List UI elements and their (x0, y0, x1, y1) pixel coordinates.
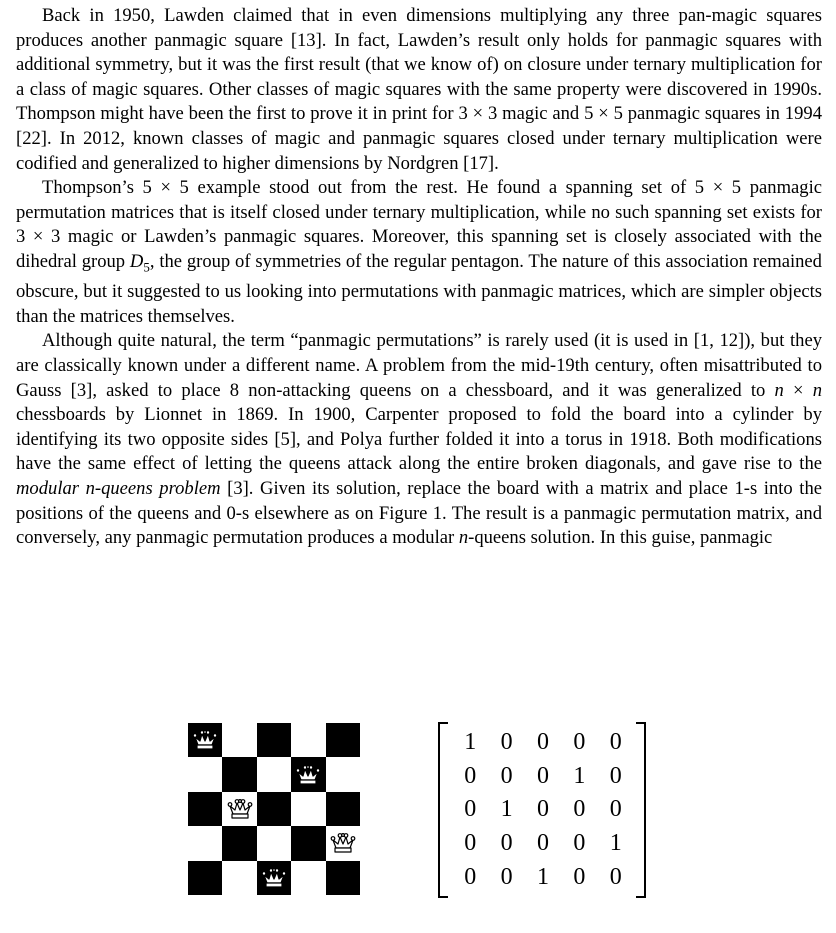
matrix-entry: 0 (573, 863, 586, 890)
board-square (222, 861, 256, 895)
matrix-entry: 1 (536, 863, 549, 890)
matrix-entry: 1 (573, 762, 586, 789)
chess-queen-icon (295, 764, 321, 786)
paragraph (16, 329, 822, 550)
matrix-entry: 0 (609, 729, 622, 756)
math-run: n (458, 527, 469, 549)
board-square (188, 826, 222, 860)
board-square (222, 792, 256, 826)
matrix-entry: 0 (573, 729, 586, 756)
chess-queen-icon (330, 832, 356, 854)
text-run: [3]. Given its solution, replace the board with a matrix and place 1-s into the positions of the queens and 0-s elsewhere as on Figure 1. The result is a panmagic permutation matrix, and conversely, any panmagic permutation produces a modular (16, 478, 822, 549)
board-square (188, 792, 222, 826)
matrix-entry: 0 (536, 830, 549, 857)
board-square (291, 792, 325, 826)
board-square (188, 723, 222, 757)
matrix-entry: 0 (500, 762, 513, 789)
board-square (291, 723, 325, 757)
board-square (222, 723, 256, 757)
matrix-entry: 0 (573, 796, 586, 823)
matrix-entry: 0 (536, 762, 549, 789)
board-square (291, 757, 325, 791)
math-run: n (774, 379, 784, 401)
math-run: modular n-queens problem (16, 478, 221, 499)
board-square (291, 861, 325, 895)
matrix-entry: 0 (609, 762, 622, 789)
board-square (257, 757, 291, 791)
board-square (326, 792, 360, 826)
math-run: n (812, 379, 822, 401)
matrix-entry: 0 (609, 863, 622, 890)
chess-queen-icon (227, 798, 253, 820)
paragraph (16, 4, 822, 176)
matrix-entry: 0 (609, 796, 622, 823)
text-run: , the group of symmetries of the regular pentagon. The nature of this association remained obscure, but it suggested to us looking into permutations with panmagic matrices, which are simpler objects than the matrices themselves. (16, 250, 822, 327)
board-square (326, 861, 360, 895)
matrix-entry: 0 (536, 729, 549, 756)
matrix-entry: 0 (464, 762, 477, 789)
board-square (326, 723, 360, 757)
paragraph (16, 176, 822, 329)
matrix-entry: 1 (609, 830, 622, 857)
left-bracket (438, 722, 448, 898)
board-square (291, 826, 325, 860)
board-square (188, 861, 222, 895)
text-run: Thompson’s 5 × 5 example stood out from the rest. He found a spanning set of 5 × 5 panmagic permutation matrices that is itself closed under ternary multiplication, while no such spanning set exists for 3 × 3 magic or Lawden’s panmagic squares. Moreover, this spanning set is closely associated with the dihedral group (16, 177, 822, 272)
board-square (257, 826, 291, 860)
board-square (257, 861, 291, 895)
chess-queen-icon (192, 729, 218, 751)
matrix-entries (452, 726, 634, 896)
chess-queen-icon (261, 867, 287, 889)
matrix-entry: 0 (536, 796, 549, 823)
matrix-entry: 0 (464, 796, 477, 823)
permutation-matrix (438, 722, 646, 898)
matrix-entry: 0 (464, 863, 477, 890)
math-run: 5 (143, 259, 150, 275)
right-bracket (636, 722, 646, 898)
math-run: D (129, 250, 144, 272)
text-run: -queens solution. In this guise, panmagic (468, 527, 773, 549)
text-run: Although quite natural, the term “panmagic permutations” is rarely used (it is used in [1, 12]), but they are classically known under a different name. A problem from the mid-19th century, often misattributed to Gauss [3], asked to place 8 non-attacking queens on a chessboard, and it was generalized to (16, 330, 822, 401)
matrix-entry: 1 (500, 796, 513, 823)
matrix-entry: 0 (500, 830, 513, 857)
matrix-entry: 0 (500, 863, 513, 890)
text-run: × (783, 379, 813, 401)
matrix-entry: 0 (500, 729, 513, 756)
board-square (188, 757, 222, 791)
board-square (222, 757, 256, 791)
board-square (222, 826, 256, 860)
board-square (257, 792, 291, 826)
matrix-entry: 1 (464, 729, 477, 756)
chessboard-figure (188, 723, 360, 895)
text-run: Back in 1950, Lawden claimed that in even dimensions multiplying any three pan-magic squares produces another panmagic square [13]. In fact, Lawden’s result only holds for panmagic squares with additional symmetry, but it was the first result (that we know of) on closure under ternary multiplication for a class of magic squares. Other classes of magic squares with the same property were discovered in 1990s. Thompson might have been the first to prove it in print for 3 × 3 magic and 5 × 5 panmagic squares in 1994 [22]. In 2012, known classes of magic and panmagic squares closed under ternary multiplication were codified and generalized to higher dimensions by Nordgren [17]. (16, 5, 822, 174)
body-text (16, 4, 822, 551)
board-square (257, 723, 291, 757)
matrix-entry: 0 (464, 830, 477, 857)
text-run: chessboards by Lionnet in 1869. In 1900, Carpenter proposed to fold the board into a cylinder by identifying its two opposite sides [5], and Polya further folded it into a torus in 1918. Both modifications have the same effect of letting the queens attack along the entire broken diagonals, and gave rise to the (16, 404, 822, 475)
board-square (326, 826, 360, 860)
matrix-entry: 0 (573, 830, 586, 857)
board-square (326, 757, 360, 791)
